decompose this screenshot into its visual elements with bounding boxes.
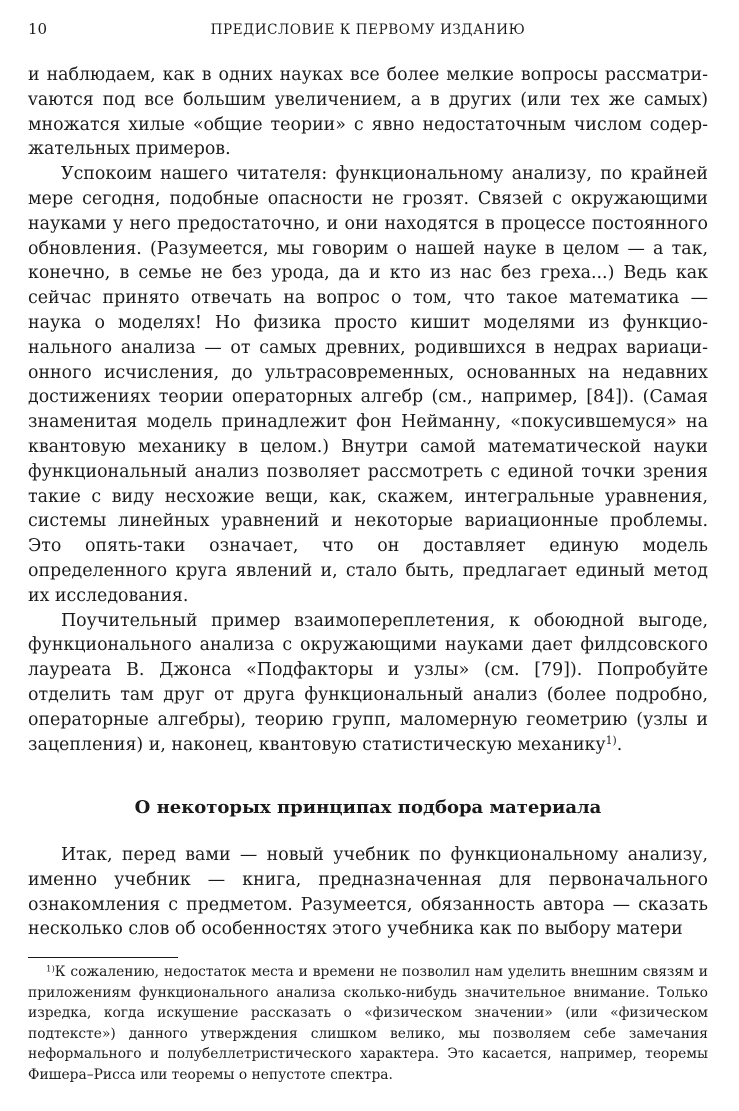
paragraph-2: Успокоим нашего читателя: функциональному анализу, по крайней мере сегодня, подобные опасности не грозят. Связей с окружающими науками у него предостаточно, и они находятся в процессе постоянного обновления. (Разумеется, мы говорим о нашей науке в целом — а так, конечно, в семье не без урода, да и кто из нас без греха...) Ведь как сейчас принято отвечать на вопрос о том, что такое математика — наука о моделях! Но физика просто кишит моделями из функционального анализа — от самых древних, родившихся в недрах вариационного исчисления, до ультрасовременных, основанных на недавних достижениях теории операторных алгебр (см., например, [84]). (Самая знаменитая модель принадлежит фон Нейманну, «покусившемуся» на квантовую механику в целом.) Внутри самой математической науки функциональный анализ позволяет рассмотреть с единой точки зрения такие с виду несхожие вещи, как, скажем, интегральные уравнения, системы линейных уравнений и некоторые вариационные проблемы. Это опять-таки означает, что он доставляет единую модель определенного круга явлений и, стало быть, предлагает единый метод их исследования.	[28, 164, 708, 606]
section-paragraph: Итак, перед вами — новый учебник по функциональному анализу, именно учебник — книга, предназначенная для первоначального ознакомления с предметом. Разумеется, обязанность автора — сказать несколько слов об особенностях этого учебника как по выбору матери	[28, 845, 708, 940]
paragraph-3	[28, 609, 708, 758]
footnote-marker: 1)	[46, 964, 55, 975]
main-text	[28, 63, 708, 757]
section-heading: О некоторых принципах подбора материала	[134, 797, 602, 818]
footnote	[28, 962, 708, 1085]
page-header	[28, 20, 708, 44]
paragraph-1: и наблюдаем, как в одних науках все более мелкие вопросы рассматриvаются под все большим увеличением, а в других (или тех же самых) множатся хилые «общие теории» с явно недостаточным числом содержательных примеров.	[28, 65, 708, 160]
footnote-divider	[28, 957, 178, 958]
running-head: ПРЕДИСЛОВИЕ К ПЕРВОМУ ИЗДАНИЮ	[210, 22, 526, 38]
page-number: 10	[28, 20, 48, 38]
footnote-reference[interactable]: 1)	[605, 733, 617, 747]
section-text	[28, 843, 708, 942]
paragraph-3-text: Поучительный пример взаимопереплетения, к обоюдной выгоде, функционального анализа с окружающими науками дает филдсовского лауреата В. Джонса «Подфакторы и узлы» (см. [79]). Попробуйте отделить там друг от друга функциональный анализ (более подробно, операторные алгебры), теорию групп, маломерную геометрию (узлы и зацепления) и, наконец, квантовую статистическую механику	[28, 610, 708, 755]
footnote-text: К сожалению, недостаток места и времени не позволил нам уделить внешним связям и приложениям функционального анализа сколько-нибудь значительное внимание. Только изредка, когда искушение рассказать о «физическом значении» (или «физическом подтексте») данного утверждения слишком велико, мы позволяем себе замечания неформального и полубеллетристического характера. Это касается, например, теоремы Фишера–Рисса или теоремы о непустоте спектра.	[28, 964, 708, 1083]
paragraph-3-end: .	[616, 734, 623, 755]
